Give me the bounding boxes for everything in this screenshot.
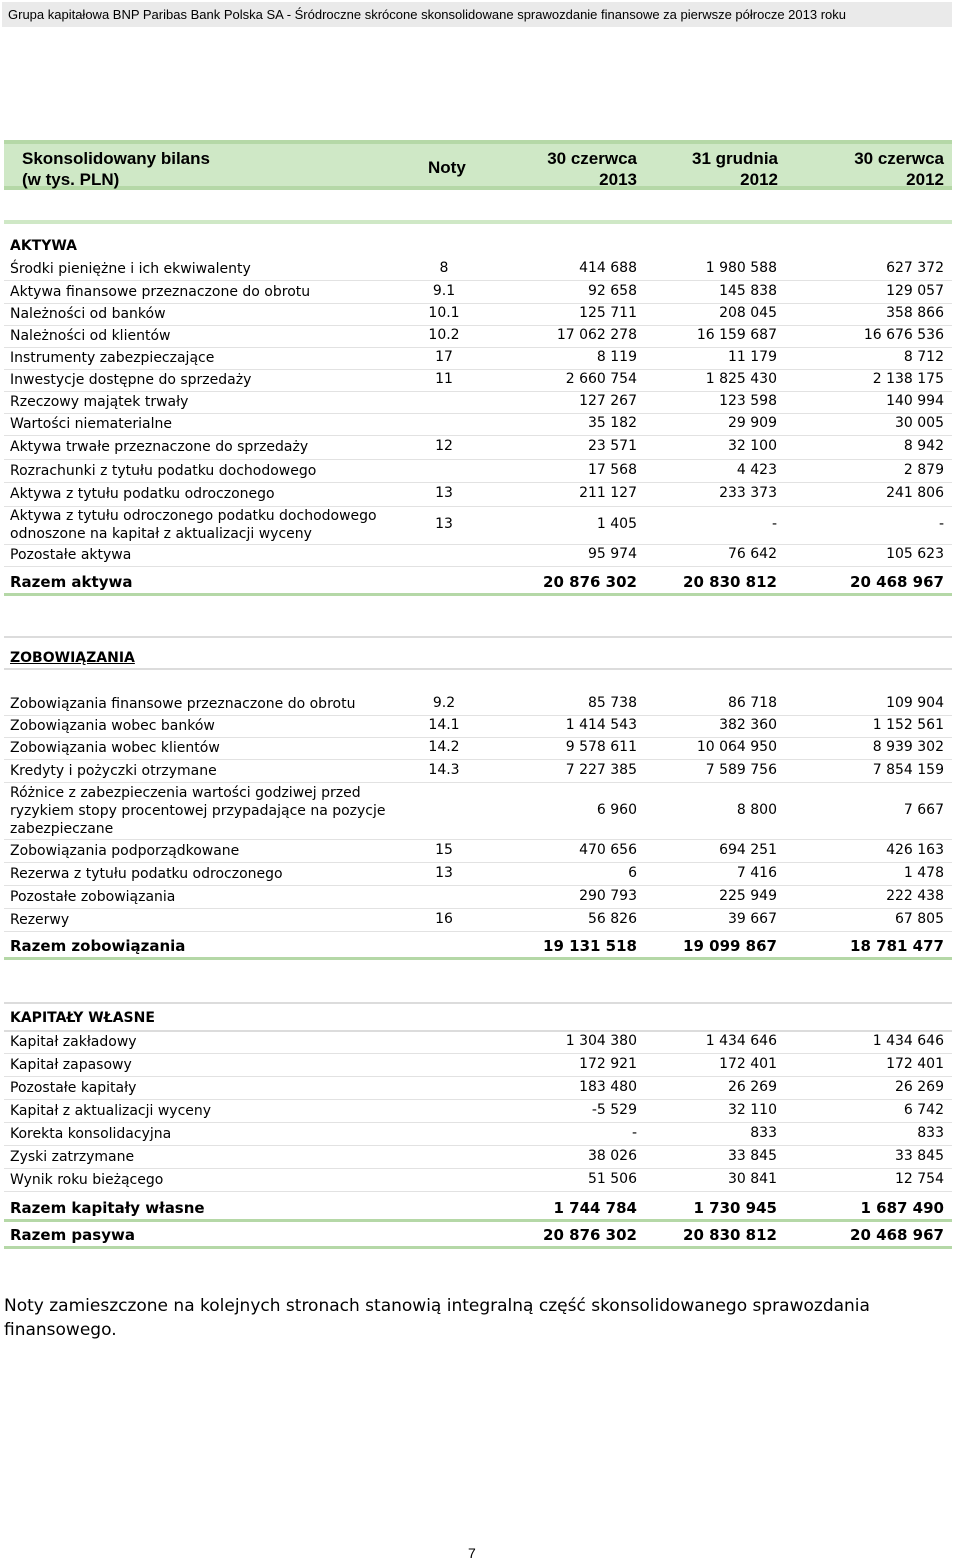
row-label-line: ryzykiem stopy procentowej przypadające na pozycje	[10, 802, 386, 819]
row-value-v2: 20 830 812	[683, 572, 777, 591]
row-label-line: Instrumenty zabezpieczające	[10, 350, 215, 366]
row-label-line: Należności od klientów	[10, 328, 171, 344]
row-label	[10, 573, 132, 591]
row-label-line: Rzeczowy majątek trwały	[10, 394, 189, 410]
row-value-v1: 23 571	[588, 438, 637, 454]
column-header-1-line2: 2013	[599, 170, 637, 189]
row-label	[10, 393, 188, 411]
row-label-line: Pozostałe aktywa	[10, 547, 132, 563]
row-value-v2: 145 838	[719, 283, 777, 299]
row-value-v1: 20 876 302	[543, 1225, 637, 1244]
row-value-v2: 1 730 945	[693, 1198, 777, 1217]
row-label-line: Kapitał zakładowy	[10, 1033, 137, 1050]
row-value-v3: 129 057	[886, 283, 944, 299]
table-row	[4, 414, 952, 436]
row-label-line: Zobowiązania wobec klientów	[10, 740, 220, 756]
row-label-line: odnoszone na kapitał z aktualizacji wyceny	[10, 526, 312, 542]
row-value-v1: 56 826	[588, 910, 637, 927]
row-label	[10, 546, 131, 564]
table-row	[4, 1146, 952, 1169]
row-note: 10.2	[428, 327, 460, 343]
row-value-v1: 211 127	[579, 485, 637, 501]
row-value-v1: 19 131 518	[543, 936, 637, 955]
row-note: 13	[435, 485, 453, 501]
row-value-v3: 426 163	[886, 841, 944, 858]
row-value-v3: 8 712	[903, 349, 944, 365]
row-value-v1: 172 921	[579, 1055, 637, 1072]
row-value-v1: 17 568	[588, 461, 637, 478]
row-value-v3: 18 781 477	[850, 936, 944, 955]
section-title-zobowiazania	[4, 636, 952, 670]
row-value-v3: 2 138 175	[872, 371, 944, 387]
column-header-1-line1: 30 czerwca	[547, 149, 637, 168]
row-value-v3: 1 687 490	[860, 1198, 944, 1217]
row-label	[10, 695, 355, 713]
total-row	[4, 569, 952, 596]
row-label-line: Rozrachunki z tytułu podatku dochodowego	[10, 462, 317, 479]
row-value-v1: 95 974	[588, 546, 637, 562]
total-row	[4, 933, 952, 960]
row-note: 14.3	[428, 761, 460, 778]
row-label-line: Zyski zatrzymane	[10, 1148, 135, 1165]
row-note: 14.1	[428, 717, 460, 733]
row-value-v2: 7 416	[736, 864, 777, 881]
row-value-v1: 125 711	[579, 305, 637, 321]
row-value-v2: 233 373	[719, 485, 777, 501]
row-label-line: Inwestycje dostępne do sprzedaży	[10, 372, 252, 388]
row-value-v2: 30 841	[728, 1170, 777, 1187]
table-row	[4, 1077, 952, 1100]
table-row	[4, 738, 952, 760]
total-row	[4, 1195, 952, 1222]
row-value-v1: 1 405	[596, 516, 637, 532]
row-label	[10, 283, 310, 301]
row-value-v2: 16 159 687	[696, 327, 777, 343]
row-label	[10, 415, 172, 433]
row-value-v1: 8 119	[596, 349, 637, 365]
row-value-v2: 833	[750, 1124, 777, 1141]
row-label	[10, 1102, 211, 1120]
row-note: 12	[435, 438, 453, 454]
page-number: 7	[468, 1545, 476, 1561]
table-row	[4, 716, 952, 738]
table-row	[4, 282, 952, 304]
row-value-v1: 9 578 611	[565, 739, 637, 755]
table-row	[4, 545, 952, 567]
row-value-v2: 208 045	[719, 305, 777, 321]
table-row	[4, 760, 952, 783]
table-row	[4, 1123, 952, 1146]
table-row	[4, 507, 952, 545]
row-value-v3: 8 939 302	[872, 739, 944, 755]
row-value-v3: 1 152 561	[872, 717, 944, 733]
row-label-line: Pozostałe kapitały	[10, 1079, 137, 1096]
row-label-line: Różnice z zabezpieczenia wartości godziwej przed	[10, 784, 361, 801]
row-label-line: Razem aktywa	[10, 572, 133, 591]
section-title-kapitaly-text: KAPITAŁY WŁASNE	[10, 1010, 155, 1026]
row-value-v2: 11 179	[728, 349, 777, 365]
table-row	[4, 370, 952, 392]
row-value-v2: 39 667	[728, 910, 777, 927]
table-row	[4, 694, 952, 716]
row-label	[10, 485, 275, 503]
table-row	[4, 348, 952, 370]
row-label	[10, 739, 220, 757]
column-header-2-line2: 2012	[740, 170, 778, 189]
row-label-line: Aktywa z tytułu odroczonego podatku dochodowego	[10, 508, 377, 524]
row-value-v2: 1 980 588	[705, 260, 777, 276]
row-label	[10, 1148, 134, 1166]
row-value-v3: 26 269	[895, 1078, 944, 1095]
row-value-v2: 32 100	[728, 438, 777, 454]
row-label-line: Pozostałe zobowiązania	[10, 888, 176, 905]
table-row	[4, 259, 952, 281]
table-row	[4, 783, 952, 840]
row-label	[10, 507, 377, 543]
total-row	[4, 1222, 952, 1249]
row-label-line: zabezpieczane	[10, 820, 114, 837]
column-header-1	[547, 148, 637, 190]
row-value-v2: 382 360	[719, 717, 777, 733]
row-label-line: Zobowiązania podporządkowane	[10, 842, 240, 859]
row-value-v3: 105 623	[886, 546, 944, 562]
row-value-v3: 627 372	[886, 260, 944, 276]
row-value-v3: 30 005	[895, 415, 944, 431]
row-note: 9.1	[432, 283, 456, 299]
row-value-v3: 172 401	[886, 1055, 944, 1072]
row-note: 11	[435, 371, 453, 387]
row-value-v2: 29 909	[728, 415, 777, 431]
row-value-v3: 833	[917, 1124, 944, 1141]
row-value-v1: 183 480	[579, 1078, 637, 1095]
column-header-3-line2: 2012	[906, 170, 944, 189]
row-value-v2: 76 642	[728, 546, 777, 562]
row-label	[10, 438, 308, 456]
row-value-v3: 16 676 536	[863, 327, 944, 343]
table-row	[4, 886, 952, 909]
row-label	[10, 717, 215, 735]
row-note: 16	[435, 910, 453, 927]
row-label-line: Korekta konsolidacyjna	[10, 1125, 172, 1142]
column-header-3	[854, 148, 944, 190]
row-note: 13	[435, 864, 453, 881]
row-value-v2: 4 423	[736, 461, 777, 478]
row-label-line: Zobowiązania finansowe przeznaczone do obrotu	[10, 696, 356, 712]
row-value-v3: 222 438	[886, 887, 944, 904]
row-label	[10, 1033, 137, 1051]
row-note: 9.2	[432, 695, 456, 711]
row-value-v1: -5 529	[591, 1101, 637, 1118]
column-header-3-line1: 30 czerwca	[854, 149, 944, 168]
table-row	[4, 1100, 952, 1123]
row-value-v2: 26 269	[728, 1078, 777, 1095]
document-header: Grupa kapitałowa BNP Paribas Bank Polska SA - Śródroczne skrócone skonsolidowane sprawozdanie finansowe za pierwsze półrocze 2013 roku	[2, 2, 952, 27]
row-label	[10, 865, 283, 883]
row-value-v2: 33 845	[728, 1147, 777, 1164]
row-label	[10, 305, 166, 323]
row-note: 13	[435, 516, 453, 532]
row-value-v2: 19 099 867	[683, 936, 777, 955]
row-label-line: Środki pieniężne i ich ekwiwalenty	[10, 261, 251, 277]
row-label	[10, 842, 239, 860]
row-label	[10, 1125, 171, 1143]
row-value-v1: 1 304 380	[565, 1032, 637, 1049]
table-row	[4, 436, 952, 460]
row-value-v1: 92 658	[588, 283, 637, 299]
column-header-2-line1: 31 grudnia	[692, 149, 778, 168]
row-label	[10, 762, 217, 780]
row-value-v3: 20 468 967	[850, 1225, 944, 1244]
row-label	[10, 1171, 163, 1189]
row-value-v1: 2 660 754	[565, 371, 637, 387]
row-value-v1: 290 793	[579, 887, 637, 904]
row-value-v3: 8 942	[903, 438, 944, 454]
row-value-v3: -	[938, 516, 944, 532]
row-label	[10, 1226, 135, 1244]
row-label	[10, 327, 170, 345]
row-label-line: Rezerwa z tytułu podatku odroczonego	[10, 865, 283, 882]
row-value-v2: 225 949	[719, 887, 777, 904]
row-value-v1: 20 876 302	[543, 572, 637, 591]
row-value-v1: 6 960	[596, 801, 637, 818]
row-value-v3: 109 904	[886, 695, 944, 711]
table-row	[4, 1031, 952, 1054]
row-value-v2: 694 251	[719, 841, 777, 858]
row-label	[10, 349, 214, 367]
row-label-line: Razem pasywa	[10, 1225, 135, 1244]
row-value-v2: 10 064 950	[696, 739, 777, 755]
row-label	[10, 911, 69, 929]
noty-column-header: Noty	[428, 158, 466, 177]
row-value-v1: 17 062 278	[556, 327, 637, 343]
row-value-v3: 1 434 646	[872, 1032, 944, 1049]
row-value-v3: 241 806	[886, 485, 944, 501]
row-value-v1: 6	[628, 864, 637, 881]
row-label-line: Wartości niematerialne	[10, 416, 172, 432]
row-label-line: Aktywa finansowe przeznaczone do obrotu	[10, 284, 311, 300]
row-label-line: Razem kapitały własne	[10, 1198, 205, 1217]
row-label-line: Aktywa trwałe przeznaczone do sprzedaży	[10, 439, 309, 455]
row-value-v1: 85 738	[588, 695, 637, 711]
section-separator	[4, 220, 952, 224]
row-label	[10, 1199, 205, 1217]
table-row	[4, 326, 952, 348]
row-label	[10, 260, 251, 278]
row-note: 10.1	[428, 305, 460, 321]
row-value-v3: 33 845	[895, 1147, 944, 1164]
table-row	[4, 1169, 952, 1192]
row-value-v2: 172 401	[719, 1055, 777, 1072]
row-value-v3: 140 994	[886, 393, 944, 409]
row-value-v3: 20 468 967	[850, 572, 944, 591]
row-value-v1: 1 414 543	[565, 717, 637, 733]
row-value-v1: 414 688	[579, 260, 637, 276]
row-value-v1: 38 026	[588, 1147, 637, 1164]
row-value-v1: -	[631, 1124, 637, 1141]
row-label	[10, 1056, 132, 1074]
row-value-v3: 12 754	[895, 1170, 944, 1187]
row-label-line: Aktywa z tytułu podatku odroczonego	[10, 486, 275, 502]
row-value-v1: 1 744 784	[553, 1198, 637, 1217]
row-value-v2: 1 434 646	[705, 1032, 777, 1049]
table-title-line2: (w tys. PLN)	[22, 170, 120, 189]
row-note: 8	[439, 260, 449, 276]
table-title	[22, 148, 210, 190]
row-label-line: Kapitał zapasowy	[10, 1056, 132, 1073]
row-label-line: Kapitał z aktualizacji wyceny	[10, 1102, 212, 1119]
table-row	[4, 1054, 952, 1077]
table-row	[4, 392, 952, 414]
table-row	[4, 909, 952, 932]
row-value-v1: 127 267	[579, 393, 637, 409]
row-value-v3: 1 478	[903, 864, 944, 881]
row-value-v2: 20 830 812	[683, 1225, 777, 1244]
row-value-v2: 1 825 430	[705, 371, 777, 387]
row-label	[10, 462, 316, 480]
row-value-v2: 32 110	[728, 1101, 777, 1118]
row-label-line: Razem zobowiązania	[10, 936, 186, 955]
table-row	[4, 840, 952, 863]
row-note: 14.2	[428, 739, 460, 755]
row-value-v1: 35 182	[588, 415, 637, 431]
row-value-v2: 8 800	[736, 801, 777, 818]
row-label-line: Należności od banków	[10, 306, 166, 322]
row-value-v2: -	[771, 516, 777, 532]
row-value-v2: 123 598	[719, 393, 777, 409]
table-header	[4, 140, 952, 190]
row-label	[10, 937, 185, 955]
row-label-line: Zobowiązania wobec banków	[10, 718, 215, 734]
table-row	[4, 304, 952, 326]
row-label	[10, 371, 251, 389]
row-value-v3: 6 742	[903, 1101, 944, 1118]
column-header-2	[692, 148, 778, 190]
table-title-line1: Skonsolidowany bilans	[22, 149, 210, 168]
row-value-v3: 7 667	[903, 801, 944, 818]
row-value-v3: 2 879	[903, 461, 944, 478]
row-label-line: Kredyty i pożyczki otrzymane	[10, 762, 217, 779]
row-value-v3: 358 866	[886, 305, 944, 321]
row-value-v3: 7 854 159	[872, 761, 944, 778]
section-title-zobowiazania-text: ZOBOWIĄZANIA	[10, 650, 135, 666]
row-label	[10, 888, 175, 906]
section-title-aktywa: AKTYWA	[10, 238, 78, 254]
row-value-v1: 51 506	[588, 1170, 637, 1187]
row-label	[10, 1079, 136, 1097]
footer-note: Noty zamieszczone na kolejnych stronach stanowią integralną część skonsolidowanego sprawozdania finansowego.	[4, 1296, 870, 1340]
row-label-line: Rezerwy	[10, 911, 70, 928]
row-value-v1: 7 227 385	[565, 761, 637, 778]
row-label	[10, 784, 386, 838]
table-row	[4, 483, 952, 507]
row-value-v2: 7 589 756	[705, 761, 777, 778]
row-note: 15	[435, 841, 453, 858]
row-value-v1: 470 656	[579, 841, 637, 858]
table-row	[4, 460, 952, 483]
row-value-v3: 67 805	[895, 910, 944, 927]
row-value-v2: 86 718	[728, 695, 777, 711]
row-label-line: Wynik roku bieżącego	[10, 1171, 164, 1188]
row-note: 17	[435, 349, 453, 365]
section-title-kapitaly	[4, 1002, 952, 1032]
table-row	[4, 863, 952, 886]
